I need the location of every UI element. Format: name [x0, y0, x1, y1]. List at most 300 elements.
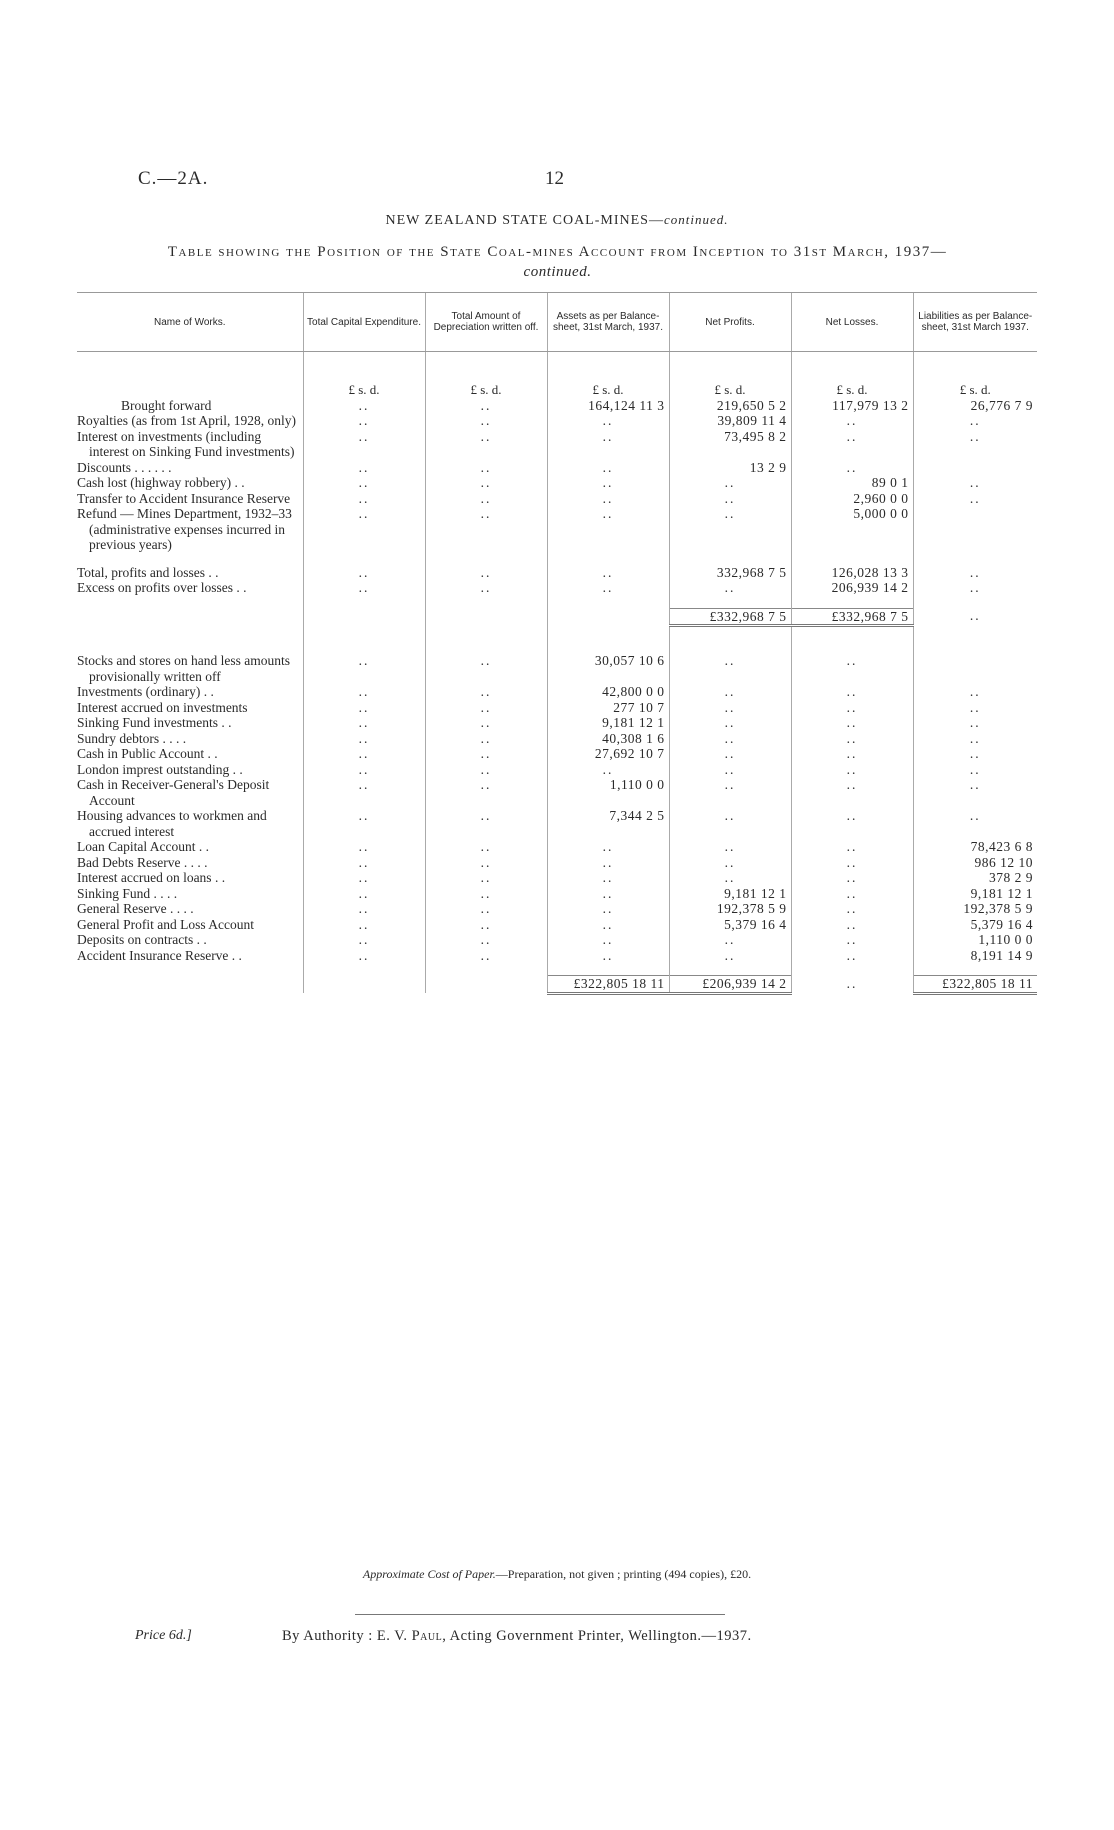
totals-row: [77, 976, 1037, 994]
row-value: ..: [425, 715, 547, 731]
row-value: ..: [425, 746, 547, 762]
title-main: NEW ZEALAND STATE COAL-MINES—: [385, 213, 664, 228]
row-value: ..: [303, 460, 425, 476]
row-value: ..: [425, 917, 547, 933]
row-label: [77, 429, 303, 460]
spacer-cell: [425, 963, 547, 976]
row-value: [913, 460, 1037, 476]
row-value: ..: [425, 886, 547, 902]
unit-label: £ s. d.: [791, 352, 913, 398]
row-value: ..: [547, 506, 669, 553]
row-label: [77, 808, 303, 839]
row-value: ..: [547, 870, 669, 886]
row-label-text: Excess on profits over losses . .: [77, 580, 247, 595]
row-value: ..: [669, 475, 791, 491]
row-value: ..: [913, 777, 1037, 808]
table-row: [77, 932, 1037, 948]
row-label-text: Total, profits and losses . .: [77, 564, 219, 580]
row-value: ..: [303, 506, 425, 553]
row-value: ..: [791, 460, 913, 476]
table-row: [77, 855, 1037, 871]
total-value: £322,805 18 11: [547, 976, 669, 994]
printer-authority: [282, 1628, 752, 1645]
row-label-text: Loan Capital Account . .: [77, 839, 209, 854]
column-header-5: Net Losses.: [791, 293, 913, 352]
row-value: ..: [913, 731, 1037, 747]
row-value: ..: [303, 839, 425, 855]
unit-label: £ s. d.: [303, 352, 425, 398]
spacer-cell: [669, 553, 791, 565]
column-header-3: Assets as per Balance-sheet, 31st March, 1937.: [547, 293, 669, 352]
row-value: 9,181 12 1: [669, 886, 791, 902]
row-value: 39,809 11 4: [669, 413, 791, 429]
row-value: ..: [425, 565, 547, 581]
row-value: ..: [425, 580, 547, 596]
row-value: ..: [791, 855, 913, 871]
row-value: ..: [913, 413, 1037, 429]
row-value: 117,979 13 2: [791, 398, 913, 414]
cost-note: [0, 1567, 1114, 1582]
spacer-cell: [791, 626, 913, 654]
row-value: ..: [547, 839, 669, 855]
position-table: [77, 292, 1037, 995]
row-label: [77, 855, 303, 871]
table-row: [77, 731, 1037, 747]
row-value: ..: [791, 684, 913, 700]
row-value: ..: [303, 580, 425, 596]
row-label: [77, 460, 303, 476]
row-label-text: Brought forward: [121, 397, 212, 413]
spacer-cell: [669, 626, 791, 654]
row-value: ..: [669, 715, 791, 731]
spacer-cell: [669, 963, 791, 976]
row-value: ..: [425, 460, 547, 476]
spacer-cell: [791, 963, 913, 976]
spacer-cell: [303, 626, 425, 654]
spacer-cell: [913, 553, 1037, 565]
row-value: ..: [669, 762, 791, 778]
row-value: 2,960 0 0: [791, 491, 913, 507]
row-label-text: Cash in Receiver-General's Deposit Account: [77, 777, 270, 808]
row-value: ..: [303, 932, 425, 948]
row-value: ..: [425, 808, 547, 839]
row-value: ..: [303, 413, 425, 429]
row-label-text: Housing advances to workmen and accrued interest: [77, 808, 267, 839]
row-label-text: Refund — Mines Department, 1932–33 (administrative expenses incurred in previous years): [77, 506, 292, 552]
totals-label: [77, 608, 303, 626]
table-row: [77, 429, 1037, 460]
row-value: ..: [791, 886, 913, 902]
row-label-text: Interest accrued on investments: [77, 699, 248, 715]
row-label: [77, 777, 303, 808]
total-value: [425, 608, 547, 626]
table-header-row: [77, 293, 1037, 352]
total-value: £332,968 7 5: [791, 608, 913, 626]
row-label: [77, 475, 303, 491]
unit-label: £ s. d.: [547, 352, 669, 398]
row-value: 5,379 16 4: [669, 917, 791, 933]
row-value: ..: [669, 870, 791, 886]
row-label: [77, 398, 303, 414]
row-value: ..: [791, 870, 913, 886]
row-value: ..: [669, 777, 791, 808]
spacer-cell: [547, 596, 669, 609]
row-value: ..: [303, 886, 425, 902]
row-label: [77, 870, 303, 886]
column-header-4: Net Profits.: [669, 293, 791, 352]
row-value: ..: [303, 855, 425, 871]
row-value: ..: [425, 777, 547, 808]
row-value: 13 2 9: [669, 460, 791, 476]
row-label: [77, 413, 303, 429]
row-value: ..: [303, 700, 425, 716]
row-value: 30,057 10 6: [547, 653, 669, 684]
row-value: ..: [547, 932, 669, 948]
row-value: ..: [425, 932, 547, 948]
spacer-cell: [913, 596, 1037, 609]
spacer-cell: [77, 963, 303, 976]
row-value: ..: [425, 870, 547, 886]
row-value: ..: [669, 839, 791, 855]
row-value: ..: [425, 700, 547, 716]
table-row: [77, 413, 1037, 429]
spacer-cell: [547, 553, 669, 565]
row-value: ..: [303, 565, 425, 581]
table-title-continued: continued.: [523, 264, 592, 280]
table-row: [77, 580, 1037, 596]
row-value: ..: [425, 901, 547, 917]
table-row: [77, 653, 1037, 684]
column-header-1: Total Capital Expenditure.: [303, 293, 425, 352]
row-value: 192,378 5 9: [669, 901, 791, 917]
row-value: ..: [669, 808, 791, 839]
row-value: ..: [425, 506, 547, 553]
units-row: [77, 352, 1037, 398]
row-value: ..: [913, 565, 1037, 581]
row-value: 73,495 8 2: [669, 429, 791, 460]
row-value: ..: [913, 684, 1037, 700]
table-body: [77, 352, 1037, 994]
table-row: [77, 948, 1037, 964]
row-value: ..: [303, 731, 425, 747]
row-value: 1,110 0 0: [913, 932, 1037, 948]
table-row: [77, 762, 1037, 778]
row-label: [77, 746, 303, 762]
spacer-cell: [913, 626, 1037, 654]
row-value: ..: [425, 491, 547, 507]
spacer-row: [77, 626, 1037, 654]
row-value: [913, 506, 1037, 553]
row-value: ..: [669, 653, 791, 684]
row-value: 40,308 1 6: [547, 731, 669, 747]
row-value: [913, 653, 1037, 684]
row-value: ..: [547, 580, 669, 596]
table-title-text: Table showing the Position of the State Coal-mines Account from Inception to 31st March, 1937—: [167, 244, 948, 260]
row-value: ..: [547, 901, 669, 917]
row-value: ..: [791, 413, 913, 429]
row-value: ..: [669, 731, 791, 747]
row-value: ..: [669, 932, 791, 948]
column-header-0: Name of Works.: [77, 293, 303, 352]
row-value: ..: [791, 901, 913, 917]
row-label: [77, 932, 303, 948]
row-value: ..: [425, 839, 547, 855]
authority-post: , Acting Government Printer, Wellington.—1937.: [442, 1628, 752, 1644]
row-value: 42,800 0 0: [547, 684, 669, 700]
total-value: ..: [791, 976, 913, 994]
table-row: [77, 808, 1037, 839]
table-row: [77, 870, 1037, 886]
row-label-text: Royalties (as from 1st April, 1928, only): [77, 413, 296, 428]
row-value: ..: [303, 429, 425, 460]
row-value: 219,650 5 2: [669, 398, 791, 414]
unit-label: £ s. d.: [425, 352, 547, 398]
table-row: [77, 506, 1037, 553]
row-value: ..: [303, 491, 425, 507]
row-label: [77, 491, 303, 507]
units-spacer: [77, 352, 303, 398]
row-value: ..: [425, 653, 547, 684]
price: Price 6d.]: [135, 1628, 192, 1643]
row-value: ..: [791, 700, 913, 716]
cost-text: —Preparation, not given ; printing (494 copies), £20.: [495, 1567, 752, 1581]
row-value: ..: [303, 777, 425, 808]
row-value: ..: [913, 808, 1037, 839]
row-value: ..: [425, 684, 547, 700]
page-number: 12: [545, 168, 564, 189]
column-header-6: Liabilities as per Balance-sheet, 31st March 1937.: [913, 293, 1037, 352]
table-row: [77, 715, 1037, 731]
row-value: 78,423 6 8: [913, 839, 1037, 855]
row-value: ..: [669, 506, 791, 553]
row-value: ..: [791, 762, 913, 778]
row-value: ..: [303, 762, 425, 778]
row-value: 164,124 11 3: [547, 398, 669, 414]
row-label-text: Interest accrued on loans . .: [77, 870, 226, 885]
unit-label: £ s. d.: [669, 352, 791, 398]
row-label-text: London imprest outstanding . .: [77, 761, 243, 777]
table-row: [77, 700, 1037, 716]
row-value: ..: [425, 429, 547, 460]
row-value: 9,181 12 1: [913, 886, 1037, 902]
table-row: [77, 839, 1037, 855]
row-value: ..: [303, 917, 425, 933]
row-value: 1,110 0 0: [547, 777, 669, 808]
row-value: ..: [547, 460, 669, 476]
table-row: [77, 460, 1037, 476]
row-value: ..: [303, 684, 425, 700]
spacer-row: [77, 553, 1037, 565]
row-value: ..: [791, 429, 913, 460]
row-value: 8,191 14 9: [913, 948, 1037, 964]
spacer-cell: [791, 596, 913, 609]
row-value: ..: [547, 762, 669, 778]
row-value: ..: [913, 475, 1037, 491]
spacer-cell: [303, 963, 425, 976]
row-label: [77, 580, 303, 596]
row-value: 5,000 0 0: [791, 506, 913, 553]
total-value: [303, 608, 425, 626]
row-label-text: Discounts . . . . . .: [77, 459, 172, 475]
table-row: [77, 684, 1037, 700]
authority-name: Paul: [411, 1628, 443, 1644]
spacer-cell: [669, 596, 791, 609]
row-label: [77, 901, 303, 917]
row-value: ..: [425, 413, 547, 429]
row-value: ..: [425, 398, 547, 414]
row-value: ..: [913, 746, 1037, 762]
table-row: [77, 746, 1037, 762]
row-value: ..: [425, 475, 547, 491]
title-suffix: continued.: [663, 212, 729, 227]
row-value: ..: [547, 948, 669, 964]
total-value: £322,805 18 11: [913, 976, 1037, 994]
row-value: ..: [303, 870, 425, 886]
spacer-cell: [425, 626, 547, 654]
spacer-cell: [77, 553, 303, 565]
row-value: ..: [669, 580, 791, 596]
row-label: [77, 565, 303, 581]
row-value: 332,968 7 5: [669, 565, 791, 581]
row-label: [77, 731, 303, 747]
spacer-cell: [791, 553, 913, 565]
row-value: ..: [547, 475, 669, 491]
row-value: 9,181 12 1: [547, 715, 669, 731]
table-row: [77, 886, 1037, 902]
row-value: ..: [425, 731, 547, 747]
row-label-text: Bad Debts Reserve . . . .: [77, 854, 208, 870]
table-row: [77, 565, 1037, 581]
row-label-text: Sundry debtors . . . .: [77, 730, 187, 746]
row-value: ..: [669, 746, 791, 762]
row-value: ..: [669, 684, 791, 700]
row-label-text: Sinking Fund . . . .: [77, 885, 178, 901]
row-label: [77, 917, 303, 933]
spacer-cell: [425, 553, 547, 565]
row-value: ..: [425, 762, 547, 778]
table-row: [77, 901, 1037, 917]
table-row: [77, 491, 1037, 507]
row-label: [77, 715, 303, 731]
row-label-text: Sinking Fund investments . .: [77, 715, 232, 730]
row-value: 192,378 5 9: [913, 901, 1037, 917]
row-label-text: Accident Insurance Reserve . .: [77, 947, 242, 963]
row-label: [77, 886, 303, 902]
row-value: ..: [303, 808, 425, 839]
row-value: 378 2 9: [913, 870, 1037, 886]
row-value: ..: [913, 491, 1037, 507]
total-value: £332,968 7 5: [669, 608, 791, 626]
row-value: ..: [303, 715, 425, 731]
row-label: [77, 506, 303, 553]
page-title: [0, 212, 1114, 229]
total-value: [547, 608, 669, 626]
column-header-2: Total Amount of Depreciation written off.: [425, 293, 547, 352]
row-label-text: Deposits on contracts . .: [77, 932, 207, 947]
row-value: ..: [913, 700, 1037, 716]
row-value: ..: [791, 653, 913, 684]
row-label-text: Stocks and stores on hand less amounts provisionally written off: [77, 653, 290, 684]
row-label: [77, 948, 303, 964]
row-value: 26,776 7 9: [913, 398, 1037, 414]
row-label-text: Cash lost (highway robbery) . .: [77, 475, 245, 490]
totals-label: [77, 976, 303, 994]
table-title: [70, 242, 1045, 282]
row-value: ..: [303, 901, 425, 917]
row-value: ..: [669, 855, 791, 871]
row-value: 206,939 14 2: [791, 580, 913, 596]
row-value: ..: [547, 886, 669, 902]
row-value: 89 0 1: [791, 475, 913, 491]
row-value: ..: [791, 932, 913, 948]
table-row: [77, 917, 1037, 933]
unit-label: £ s. d.: [913, 352, 1037, 398]
row-value: ..: [791, 917, 913, 933]
total-value: ..: [913, 608, 1037, 626]
row-label-text: Transfer to Accident Insurance Reserve: [77, 490, 291, 506]
row-value: ..: [547, 429, 669, 460]
cost-label: Approximate Cost of Paper.: [362, 1567, 496, 1581]
row-value: ..: [547, 413, 669, 429]
row-value: ..: [791, 746, 913, 762]
row-value: 5,379 16 4: [913, 917, 1037, 933]
row-label-text: Cash in Public Account . .: [77, 746, 218, 761]
row-value: 986 12 10: [913, 855, 1037, 871]
spacer-cell: [77, 626, 303, 654]
spacer-cell: [547, 963, 669, 976]
row-value: ..: [547, 491, 669, 507]
row-value: ..: [669, 491, 791, 507]
row-value: ..: [791, 948, 913, 964]
row-label: [77, 762, 303, 778]
row-value: ..: [547, 917, 669, 933]
row-value: ..: [913, 715, 1037, 731]
row-value: 277 10 7: [547, 700, 669, 716]
total-value: £206,939 14 2: [669, 976, 791, 994]
row-value: ..: [791, 808, 913, 839]
row-value: ..: [791, 839, 913, 855]
row-value: ..: [303, 746, 425, 762]
row-value: 7,344 2 5: [547, 808, 669, 839]
table-row: [77, 475, 1037, 491]
row-label-text: General Reserve . . . .: [77, 901, 194, 916]
spacer-cell: [303, 553, 425, 565]
row-value: 126,028 13 3: [791, 565, 913, 581]
row-value: ..: [547, 855, 669, 871]
row-label: [77, 684, 303, 700]
row-value: ..: [669, 948, 791, 964]
row-value: ..: [303, 948, 425, 964]
total-value: [425, 976, 547, 994]
row-value: ..: [303, 475, 425, 491]
row-value: 27,692 10 7: [547, 746, 669, 762]
authority-pre: By Authority : E. V.: [282, 1628, 412, 1644]
row-value: ..: [547, 565, 669, 581]
row-value: ..: [913, 429, 1037, 460]
spacer-row: [77, 963, 1037, 976]
footer-rule: [355, 1614, 725, 1615]
spacer-cell: [913, 963, 1037, 976]
table-row: [77, 777, 1037, 808]
row-value: ..: [669, 700, 791, 716]
row-value: ..: [303, 398, 425, 414]
row-label: [77, 653, 303, 684]
row-value: ..: [791, 777, 913, 808]
total-value: [303, 976, 425, 994]
row-value: ..: [791, 731, 913, 747]
row-label-text: General Profit and Loss Account: [77, 916, 254, 932]
row-value: ..: [425, 855, 547, 871]
